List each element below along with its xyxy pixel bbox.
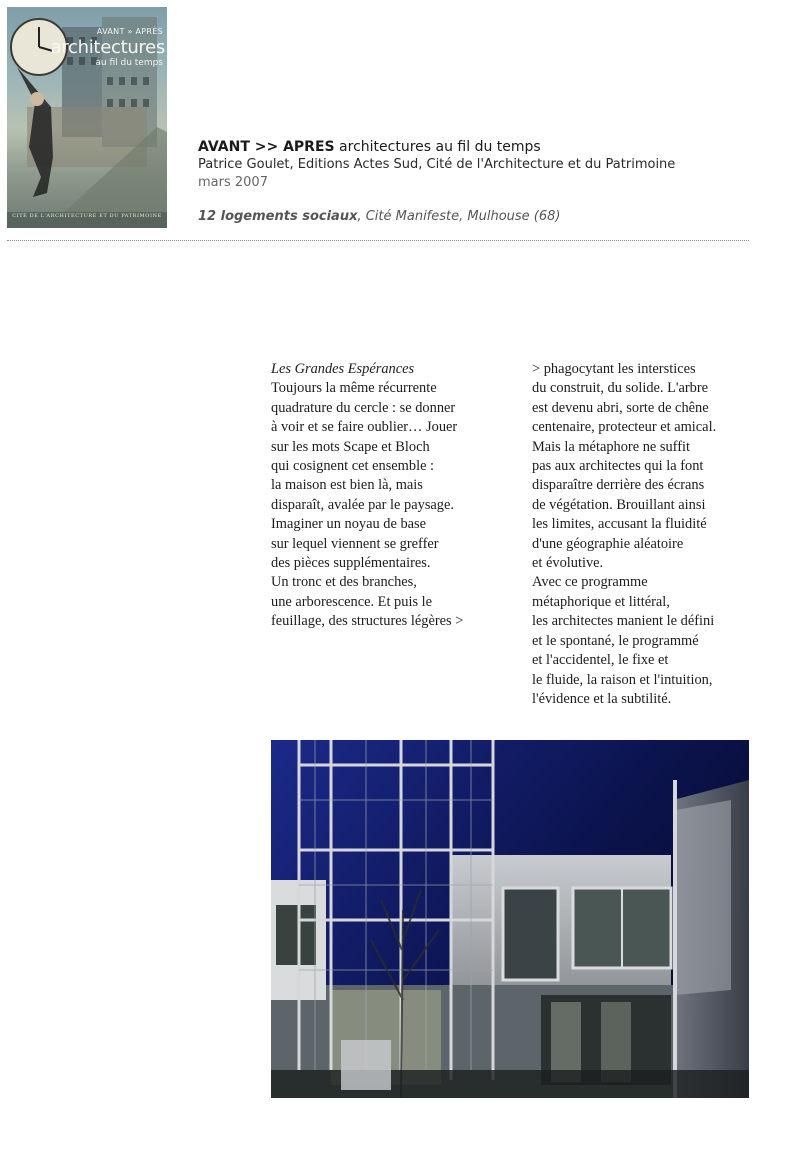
article-line: quadrature du cercle : se donner <box>271 399 456 416</box>
article-line: à voir et se faire oublier… Jouer <box>271 419 458 436</box>
article-line: feuillage, des structures légères > <box>271 613 464 630</box>
article-line: Avec ce programme <box>532 574 648 591</box>
cover-kicker: AVANT » APRÈS <box>96 27 163 36</box>
article-line: Imaginer un noyau de base <box>271 516 427 533</box>
article-line: métaphorique et littéral, <box>532 593 670 610</box>
article-line: est devenu abri, sorte de chêne <box>532 399 709 416</box>
book-title-bold: AVANT >> APRES <box>198 139 335 155</box>
article-line: sur les mots Scape et Bloch <box>271 438 430 455</box>
cover-title: architectures <box>50 37 165 58</box>
article-line: > phagocytant les interstices <box>532 361 696 377</box>
article-column-left <box>271 360 463 632</box>
article-line: qui cosignent cet ensemble : <box>271 458 435 475</box>
article-line: la maison est bien là, mais <box>271 477 423 494</box>
book-reference <box>198 138 758 226</box>
article-line: sur lequel viennent se greffer <box>271 535 439 552</box>
article-line: l'évidence et la subtilité. <box>532 690 672 707</box>
article-line: les architectes manient le défini <box>532 613 715 630</box>
book-date: mars 2007 <box>198 175 268 190</box>
article-line: du construit, du solide. L'arbre <box>532 380 709 397</box>
article-line: d'une géographie aléatoire <box>532 535 684 552</box>
cover-subtitle: au fil du temps <box>95 58 163 68</box>
article-line: disparaître derrière des écrans <box>532 477 705 494</box>
building-photo-illustration <box>271 740 749 1098</box>
project-title <box>198 208 758 226</box>
article-line: et évolutive. <box>532 555 604 572</box>
article-line: centenaire, protecteur et amical. <box>532 419 717 436</box>
article-line: de végétation. Brouillant ainsi <box>532 496 706 513</box>
book-authors: Patrice Goulet, Editions Actes Sud, Cité de l'Architecture et du Patrimoine <box>198 157 676 172</box>
dotted-divider <box>7 240 749 241</box>
article-line: les limites, accusant la fluidité <box>532 516 707 533</box>
article-line: une arborescence. Et puis le <box>271 593 433 610</box>
article-line: et l'accidentel, le fixe et <box>532 652 669 669</box>
building-photo <box>271 740 749 1098</box>
book-title <box>198 138 758 156</box>
article-line: Un tronc et des branches, <box>271 574 417 591</box>
article-line: et le spontané, le programmé <box>532 632 699 649</box>
article-line: le fluide, la raison et l'intuition, <box>532 671 713 688</box>
book-title-rest: architectures au fil du temps <box>334 139 541 155</box>
article-line: pas aux architectes qui la font <box>532 458 704 475</box>
project-title-rest: , Cité Manifeste, Mulhouse (68) <box>357 209 561 224</box>
article-line: Mais la métaphore ne suffit <box>532 438 690 455</box>
article-heading: Les Grandes Espérances <box>271 361 415 377</box>
cover-publisher: CITÉ DE L'ARCHITECTURE ET DU PATRIMOINE <box>12 213 162 219</box>
article-line: Toujours la même récurrente <box>271 380 437 397</box>
article-line: disparaît, avalée par le paysage. <box>271 496 454 513</box>
article-line: des pièces supplémentaires. <box>271 555 431 572</box>
article-column-right <box>532 360 716 709</box>
book-cover-image <box>7 7 167 228</box>
project-title-bold: 12 logements sociaux <box>198 209 358 224</box>
